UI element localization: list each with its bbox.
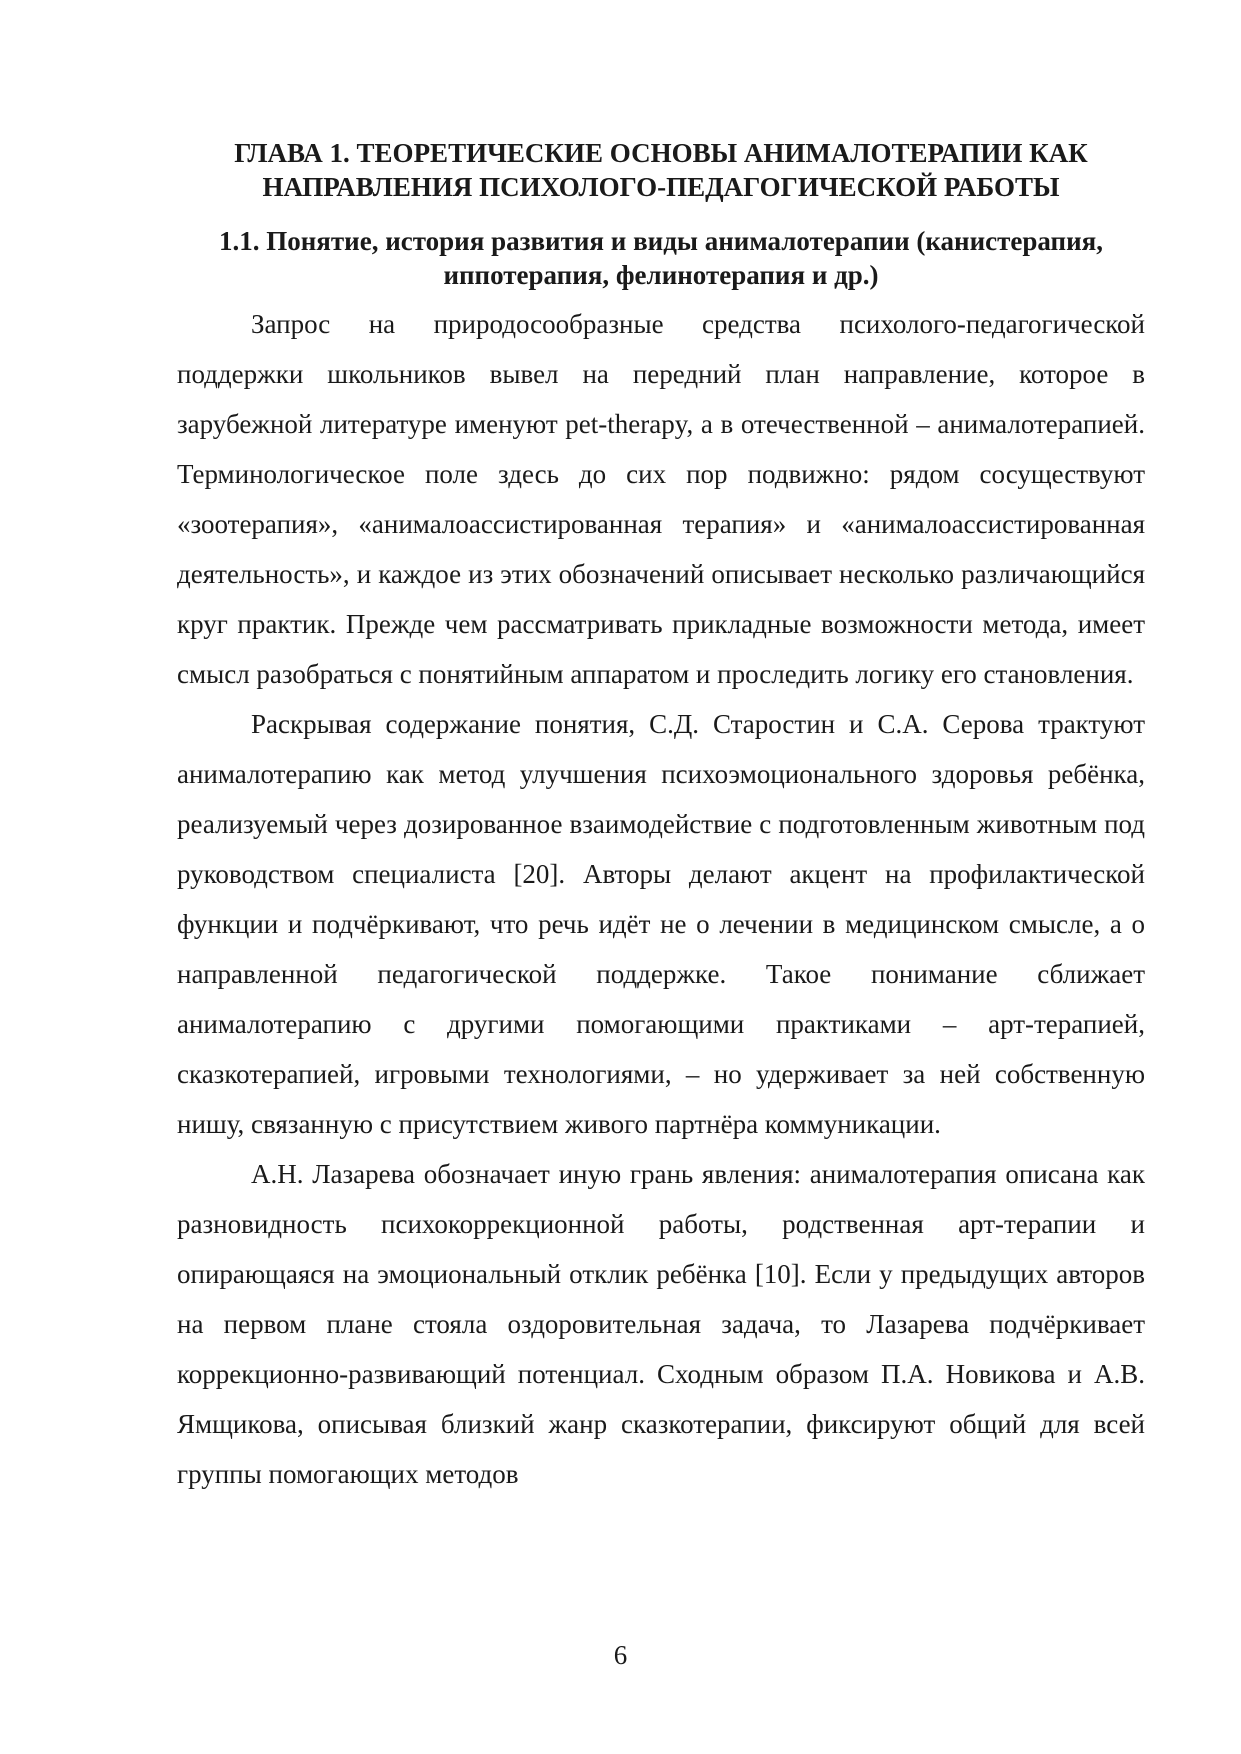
paragraph-2: Раскрывая содержание понятия, С.Д. Старостин и С.А. Серова трактуют анималотерапию как метод улучшения психоэмоционального здоровья ребёнка, реализуемый через дозированное взаимодействие с подготовленным животным под руководством специалиста [20]. Авторы делают акцент на профилактической функции и подчёркивают, что речь идёт не о лечении в медицинском смысле, а о направленной педагогической поддержке. Такое понимание сближает анималотерапию с другими помогающими практиками – арт-терапией, сказкотерапией, игровыми технологиями, – но удерживает за ней собственную нишу, связанную с присутствием живого партнёра коммуникации. — [177, 709, 1145, 1139]
paragraph-1: Запрос на природосообразные средства психолого-педагогической поддержки школьников вывел на передний план направление, которое в зарубежной литературе именуют pet-therapy, а в отечественной – анималотерапией. Терминологическое поле здесь до сих пор подвижно: рядом сосуществуют «зоотерапия», «анималоассистированная терапия» и «анималоассистированная деятельность», и каждое из этих обозначений описывает несколько различающийся круг практик. Прежде чем рассматривать прикладные возможности метода, имеет смысл разобраться с понятийным аппаратом и проследить логику его становления. — [177, 309, 1145, 689]
chapter-title: ГЛАВА 1. ТЕОРЕТИЧЕСКИЕ ОСНОВЫ АНИМАЛОТЕРАПИИ КАК НАПРАВЛЕНИЯ ПСИХОЛОГО-ПЕДАГОГИЧЕСКОЙ РАБОТЫ — [234, 138, 1088, 202]
section-title: 1.1. Понятие, история развития и виды анималотерапии (канистерапия, иппотерапия, фелинотерапия и др.) — [219, 226, 1103, 290]
page-number: 6 — [613, 1640, 628, 1670]
page-content — [177, 136, 1145, 1499]
paragraph-3: А.Н. Лазарева обозначает иную грань явления: анималотерапия описана как разновидность психокоррекционной работы, родственная арт-терапии и опирающаяся на эмоциональный отклик ребёнка [10]. Если у предыдущих авторов на первом плане стояла оздоровительная задача, то Лазарева подчёркивает коррекционно-развивающий потенциал. Сходным образом П.А. Новикова и А.В. Ямщикова, описывая близкий жанр сказкотерапии, фиксируют общий для всей группы помогающих методов — [177, 1159, 1145, 1489]
